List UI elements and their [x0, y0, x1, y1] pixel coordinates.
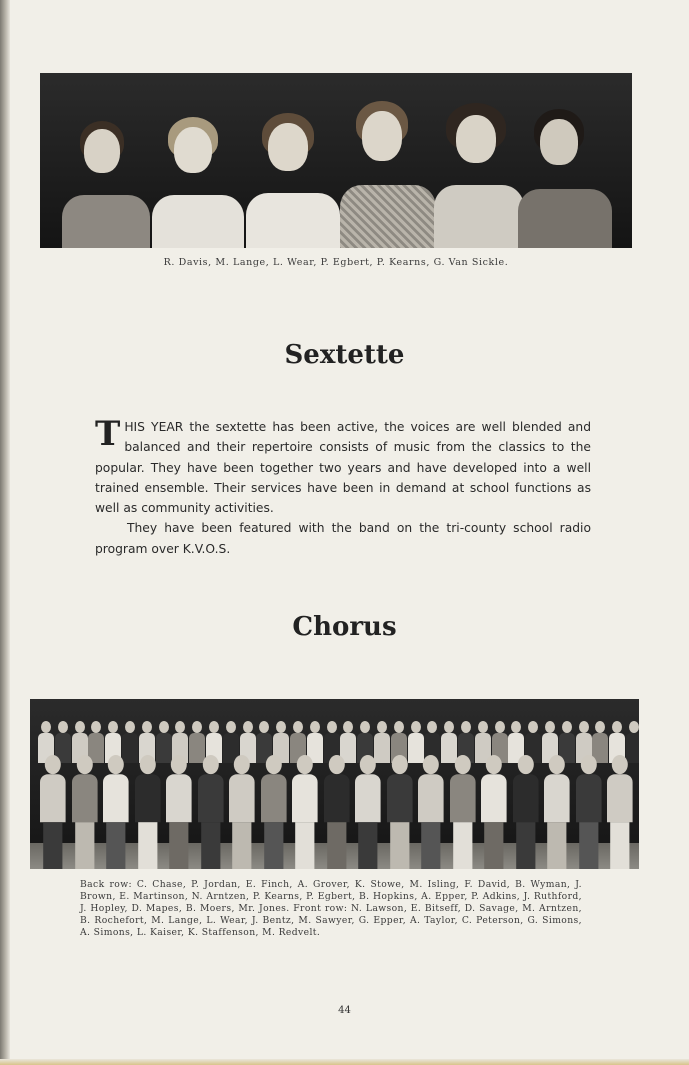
chorus-photo	[30, 699, 639, 869]
chorus-title: Chorus	[292, 612, 397, 642]
sextette-paragraph-1-text: HIS YEAR the sextette has been active, the voices are well blended and balanced and their repertoire consists of music from the classics to the popular. They have been together two years and have developed into a well trained ensemble. Their services have been in demand at school functions as well as community activities.	[95, 420, 591, 516]
sextette-paragraph-2: They have been featured with the band on the tri-county school radio program over K.V.O.S.	[95, 521, 591, 556]
book-gutter	[0, 0, 10, 1065]
sextette-photo	[40, 73, 632, 248]
sextette-paragraph-1	[95, 414, 591, 518]
sextette-title: Sextette	[284, 340, 405, 370]
sextette-description	[95, 414, 591, 559]
page-bottom-edge	[0, 1059, 689, 1065]
drop-cap: T	[95, 414, 121, 454]
chorus-caption: Back row: C. Chase, P. Jordan, E. Finch, A. Grover, K. Stowe, M. Isling, F. David, B. Wyman, J. Brown, E. Martinson, N. Arntzen, P. Kearns, P. Egbert, B. Hopkins, A. Epper, P. Adkins, J. Ruthford, J. Hopley, D. Mapes, B. Moers, Mr. Jones. Front row: N. Lawson, E. Bitseff, D. Savage, M. Arntzen, B. Rochefort, M. Lange, L. Wear, J. Bentz, M. Sawyer, G. Epper, A. Taylor, C. Peterson, G. Simons, A. Simons, L. Kaiser, K. Staffenson, M. Redvelt.	[80, 879, 582, 938]
sextette-caption: R. Davis, M. Lange, L. Wear, P. Egbert, P. Kearns, G. Van Sickle.	[163, 257, 509, 268]
page-number: 44	[338, 1005, 351, 1016]
